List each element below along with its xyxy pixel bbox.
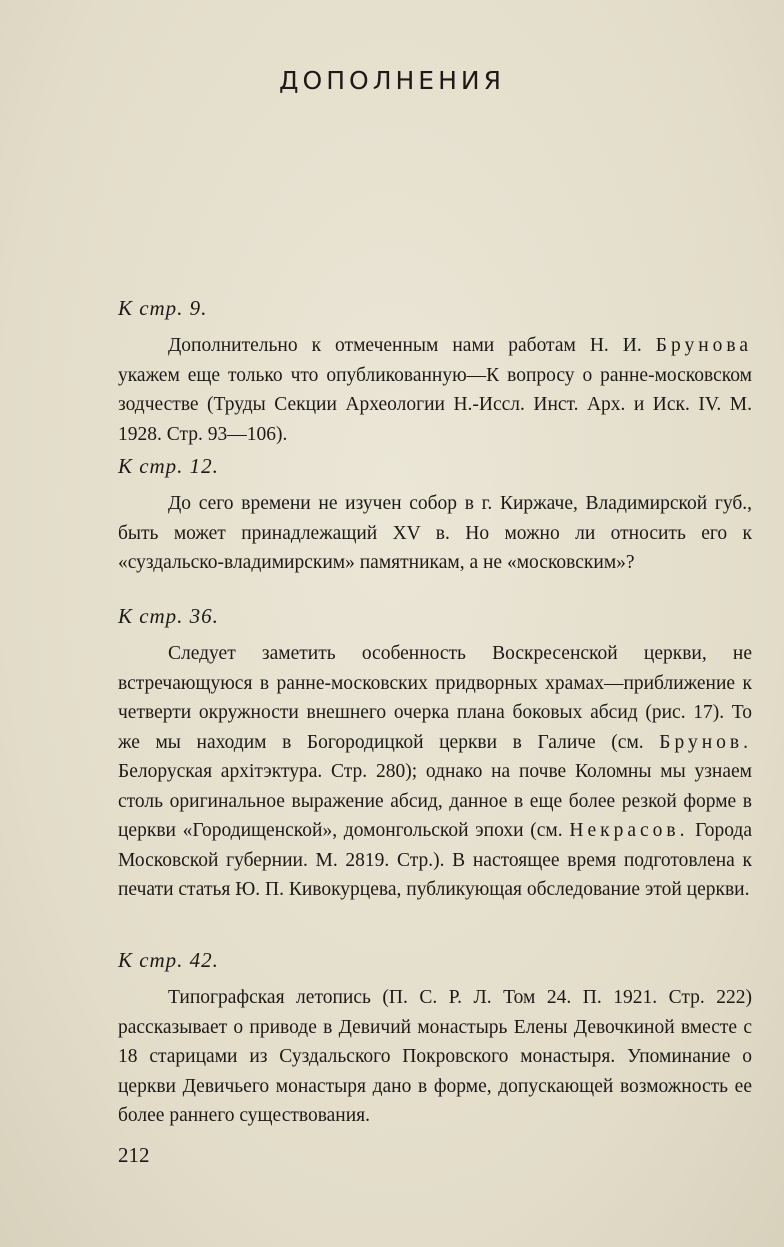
section-page-9 xyxy=(118,296,752,449)
paragraph-text: Города Московской губернии. М. 2819. Стр.). В настоящее время подготовлена к печати статья Ю. П. Кивокурцева, публикующая обследование этой церкви. xyxy=(118,820,753,900)
paragraph-text: Белоруская архiтэктура. Стр. 280); однако на почве Коломны мы узнаем столь оригинальное выражение абсид, данное в еще более резкой форме в церкви «Городищенской», домонгольской эпохи (см. xyxy=(118,761,752,841)
section-reference: К стр. 9. xyxy=(118,296,208,320)
section-page-12 xyxy=(118,454,752,578)
section-paragraph xyxy=(118,331,752,449)
section-page-36 xyxy=(118,604,752,905)
section-paragraph: Типографская летопись (П. С. Р. Л. Том 24. П. 1921. Стр. 222) рассказывает о приводе в Девичий монастырь Елены Девочкиной вместе с 18 старицами из Суздальского Покровского монастыря. Упоминание о церкви Девичьего монастыря дано в форме, допускающей возможность ее более раннего существования. xyxy=(118,987,752,1126)
paragraph-text: укажем еще только что опубликованную—К вопросу о ранне-московском зодчестве (Труды Секции Археологии Н.-Иссл. Инст. Арх. и Иск. IV. М. 1928. Стр. 93—106). xyxy=(118,364,752,445)
section-paragraph xyxy=(118,639,752,905)
author-name: Брунова xyxy=(655,335,752,356)
author-name: Брунов. xyxy=(659,731,752,753)
page-number: 212 xyxy=(118,1143,150,1167)
paragraph-text: Следует заметить особенность Воскресенской церкви, не встречающуюся в ранне-московских придворных храмах—приближение к четверти окружности внешнего очерка плана боковых абсид (рис. 17). То же мы находим в Богородицкой церкви в Галиче (см. xyxy=(118,643,752,753)
section-reference: К стр. 42. xyxy=(118,948,219,972)
page-heading: ДОПОЛНЕНИЯ xyxy=(279,66,505,95)
section-reference: К стр. 12. xyxy=(118,454,219,478)
author-name: Некрасов. xyxy=(569,820,689,841)
paragraph-text: Дополнительно к отмеченным нами работам Н. И. xyxy=(168,335,656,356)
section-reference: К стр. 36. xyxy=(118,604,219,628)
section-page-42 xyxy=(118,948,752,1131)
section-paragraph: До сего времени не изучен собор в г. Киржаче, Владимирской губ., быть может принадлежащий XV в. Но можно ли относить его к «суздальско-владимирским» памятникам, а не «московским»? xyxy=(118,493,752,573)
